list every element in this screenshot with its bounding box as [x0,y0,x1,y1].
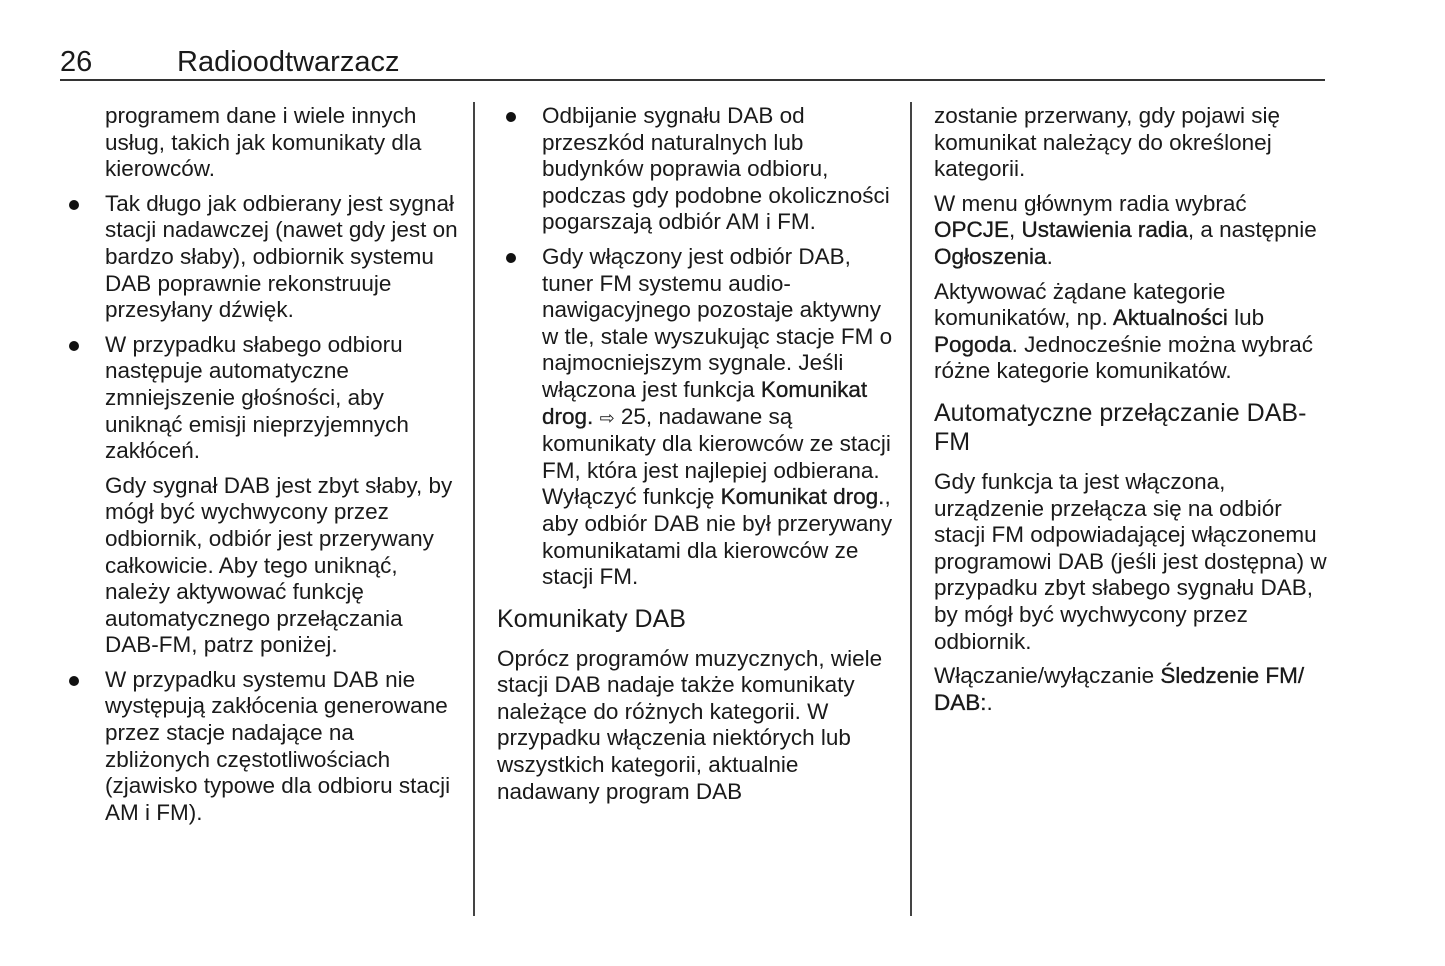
section-paragraph: Gdy funkcja ta jest włączona, urządzenie przełącza się na odbiór stacji FM odpowiadającej włączonemu programowi DAB (jeśli jest dostępna) w przypadku zbyt słabego sygnału DAB, by mógł być wychwycony przez odbiornik. [934,468,1327,654]
sub-paragraph: Gdy sygnał DAB jest zbyt słaby, by mógł być wychwycony przez odbiornik, odbiór jest przerywany całkowicie. Aby tego uniknąć, należy aktywować funkcję automatycznego przełączania DAB-FM, patrz poniżej. [105,472,453,658]
bullet-item [60,191,460,324]
bullet-icon [69,341,79,351]
term-komunikat-drog: Komunikat drog. [720,484,885,510]
bullet-text: Tak długo jak odbierany jest sygnał stacji nadawczej (nawet gdy jest on bardzo słaby), odbiornik systemu DAB poprawnie rekonstruuje przesyłany dźwięk. [105,190,458,323]
text-run: , a następnie [1187,217,1317,243]
term-opcje: OPCJE [934,217,1010,243]
menu-instructions-paragraph [934,191,1334,271]
bullet-icon [69,676,79,686]
text-run: Włączanie/wyłączanie [934,663,1161,689]
term-sledzenie-fm-dab: Śledzenie FM/ DAB: [934,663,1305,715]
bullet-icon [506,253,516,263]
column-3 [934,103,1334,724]
bullet-icon [506,112,516,122]
header-rule [60,79,1325,81]
bullet-item [497,103,897,236]
bullet-item [497,244,897,591]
cross-reference-arrow-icon: ⇨ [599,407,615,428]
column-divider-right [910,102,912,916]
page-title: Radioodtwarzacz [177,46,400,78]
text-run: lub [1227,305,1265,331]
term-pogoda: Pogoda [934,331,1012,357]
text-run: . [1046,243,1053,269]
bullet-text [542,244,892,589]
page-reference-link[interactable]: 25, [614,403,653,429]
text-run: nadawane są komunikaty dla kierowców ze stacji FM, która jest najlepiej odbierana. Wyłączyć funkcję [542,403,891,510]
term-ogloszenia: Ogłoszenia [934,243,1047,269]
bullet-text: W przypadku słabego odbioru następuje automatyczne zmniejszenie głośności, aby uniknąć emisji nieprzyjemnych zakłóceń. [105,331,409,464]
bullet-text: Odbijanie sygnału DAB od przeszkód naturalnych lub budynków poprawia odbioru, podczas gdy podobne okoliczności pogarszają odbiór AM i FM. [542,103,890,235]
page-number: 26 [60,46,93,78]
column-1 [60,103,460,834]
column-2 [497,103,897,813]
text-run: W menu głównym radia wybrać [934,190,1247,216]
bullet-item [60,667,460,827]
continuation-paragraph: zostanie przerwany, gdy pojawi się komunikat należący do określonej kategorii. [934,103,1281,182]
toggle-instructions-paragraph [934,663,1334,716]
term-komunikat-drog: Komunikat drog. [542,376,868,429]
text-run: Gdy włączony jest odbiór DAB, tuner FM systemu audio-nawigacyjnego pozostaje aktywny w tle, stale wyszukując stacje FM o najmocniejszym sygnale. Jeśli włączona jest funkcja [542,243,893,402]
bullet-item [60,332,460,465]
text-run: . [986,689,993,715]
bullet-text: W przypadku systemu DAB nie występują zakłócenia generowane przez stacje nadające na zbliżonych częstotliwościach (zjawisko typowe dla odbioru stacji AM i FM). [105,666,451,825]
column-divider-left [473,102,475,916]
bullet-icon [69,200,79,210]
continuation-paragraph: programem dane i wiele innych usług, takich jak komunikaty dla kierowców. [105,103,422,182]
section-heading-dab-fm: Automatyczne przełączanie DAB-FM [934,398,1307,456]
text-run: . Jednocześnie można wybrać różne kategorie komunikatów. [934,331,1313,384]
term-ustawienia-radia: Ustawienia radia [1021,217,1188,243]
text-run: , aby odbiór DAB nie był przerywany komunikatami dla kierowców ze stacji FM. [542,484,893,590]
text-run: Aktywować żądane kategorie komunikatów, np. [934,278,1226,331]
section-paragraph: Oprócz programów muzycznych, wiele stacji DAB nadaje także komunikaty należące do różnych kategorii. W przypadku włączenia niektórych lub wszystkich kategorii, aktualnie nadawany program DAB [497,645,883,804]
section-heading-komunikaty-dab: Komunikaty DAB [497,604,686,633]
term-aktualnosci: Aktualności [1112,305,1228,331]
activate-categories-paragraph [934,279,1334,385]
text-run: , [1009,217,1022,243]
